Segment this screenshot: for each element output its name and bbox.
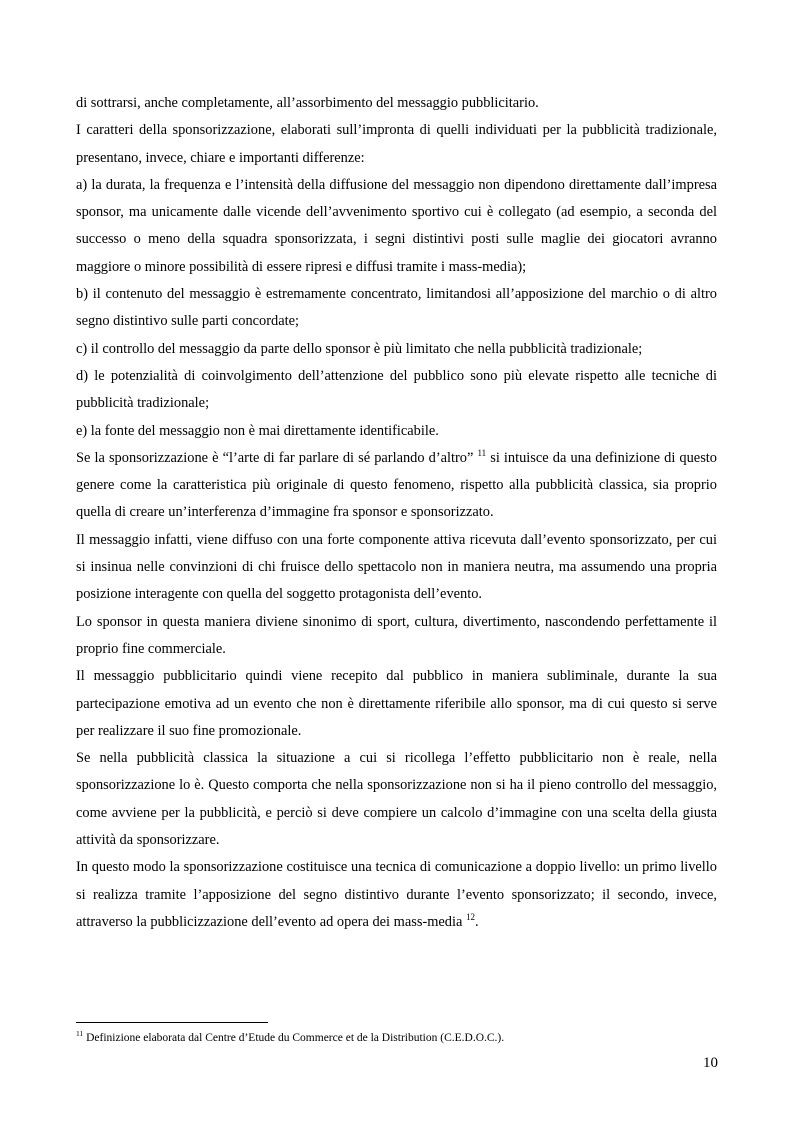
paragraph: di sottrarsi, anche completamente, all’assorbimento del messaggio pubblicitario. xyxy=(76,95,539,111)
paragraph: Lo sponsor in questa maniera diviene sinonimo di sport, cultura, divertimento, nascondendo perfettamente il proprio fine commerciale. xyxy=(76,613,717,657)
paragraph: e) la fonte del messaggio non è mai direttamente identificabile. xyxy=(76,422,439,439)
paragraph xyxy=(76,445,717,527)
paragraph: c) il controllo del messaggio da parte dello sponsor è più limitato che nella pubblicità tradizionale; xyxy=(76,340,643,357)
paragraph xyxy=(76,854,717,936)
paragraph: a) la durata, la frequenza e l’intensità della diffusione del messaggio non dipendono direttamente dall’impresa sponsor, ma unicamente dalle vicende dell’avvenimento sportivo cui è collegato (ad esempio, a seconda del successo o meno della squadra sponsorizzata, i segni distintivi posti sulle maglie dei giocatori avranno maggiore o minore possibilità di essere ripresi e diffusi tramite i mass-media); xyxy=(76,176,717,275)
footnote-separator xyxy=(76,1022,268,1023)
paragraph: Se nella pubblicità classica la situazione a cui si ricollega l’effetto pubblicitario non è reale, nella sponsorizzazione lo è. Questo comporta che nella sponsorizzazione non si ha il pieno controllo del messaggio, come avviene per la pubblicità, e perciò si deve compiere un calcolo d’immagine con una scelta della giusta attività da sponsorizzare. xyxy=(76,750,717,849)
paragraph-text: . xyxy=(474,913,479,930)
paragraph: b) il contenuto del messaggio è estremamente concentrato, limitandosi all’apposizione del marchio o di altro segno distintivo sulle parti concordate; xyxy=(76,286,717,330)
footnote-number: 11 xyxy=(76,1029,84,1038)
footnote xyxy=(76,1030,717,1046)
paragraph: d) le potenzialità di coinvolgimento dell’attenzione del pubblico sono più elevate rispetto alle tecniche di pubblicità tradizionale; xyxy=(76,367,717,412)
footnote-reference: 11 xyxy=(477,447,487,458)
paragraph-text: Se la sponsorizzazione è “l’arte di far parlare di sé parlando d’altro” xyxy=(76,449,478,466)
page-number: 10 xyxy=(703,1055,718,1071)
body-text xyxy=(76,90,717,936)
paragraph-text: si intuisce da una definizione di questo genere come la caratteristica più originale di questo fenomeno, rispetto alla pubblicità classica, sia proprio quella di creare un’interferenza d’immagine fra sponsor e sponsorizzato. xyxy=(76,449,717,521)
paragraph: I caratteri della sponsorizzazione, elaborati sull’impronta di quelli individuati per la pubblicità tradizionale, presentano, invece, chiare e importanti differenze: xyxy=(76,122,717,166)
footnote-text: Definizione elaborata dal Centre d’Etude du Commerce et de la Distribution (C.E.D.O.C.). xyxy=(83,1032,505,1044)
paragraph: Il messaggio pubblicitario quindi viene recepito dal pubblico in maniera subliminale, durante la sua partecipazione emotiva ad un evento che non è direttamente riferibile allo sponsor, ma di cui questo si serve per realizzare il suo fine promozionale. xyxy=(76,668,717,739)
paragraph: Il messaggio infatti, viene diffuso con una forte componente attiva ricevuta dall’evento sponsorizzato, per cui si insinua nelle convinzioni di chi fruisce dello spettacolo non in maniera neutra, ma assumendo una propria posizione interagente con quella del soggetto protagonista dell’evento. xyxy=(76,531,717,603)
paragraph-text: In questo modo la sponsorizzazione costituisce una tecnica di comunicazione a doppio livello: un primo livello si realizza tramite l’apposizione del segno distintivo durante l’evento sponsorizzato; il secondo, invece, attraverso la pubblicizzazione dell’evento ad opera dei mass-media xyxy=(76,859,717,930)
footnote-reference: 12 xyxy=(465,911,475,922)
